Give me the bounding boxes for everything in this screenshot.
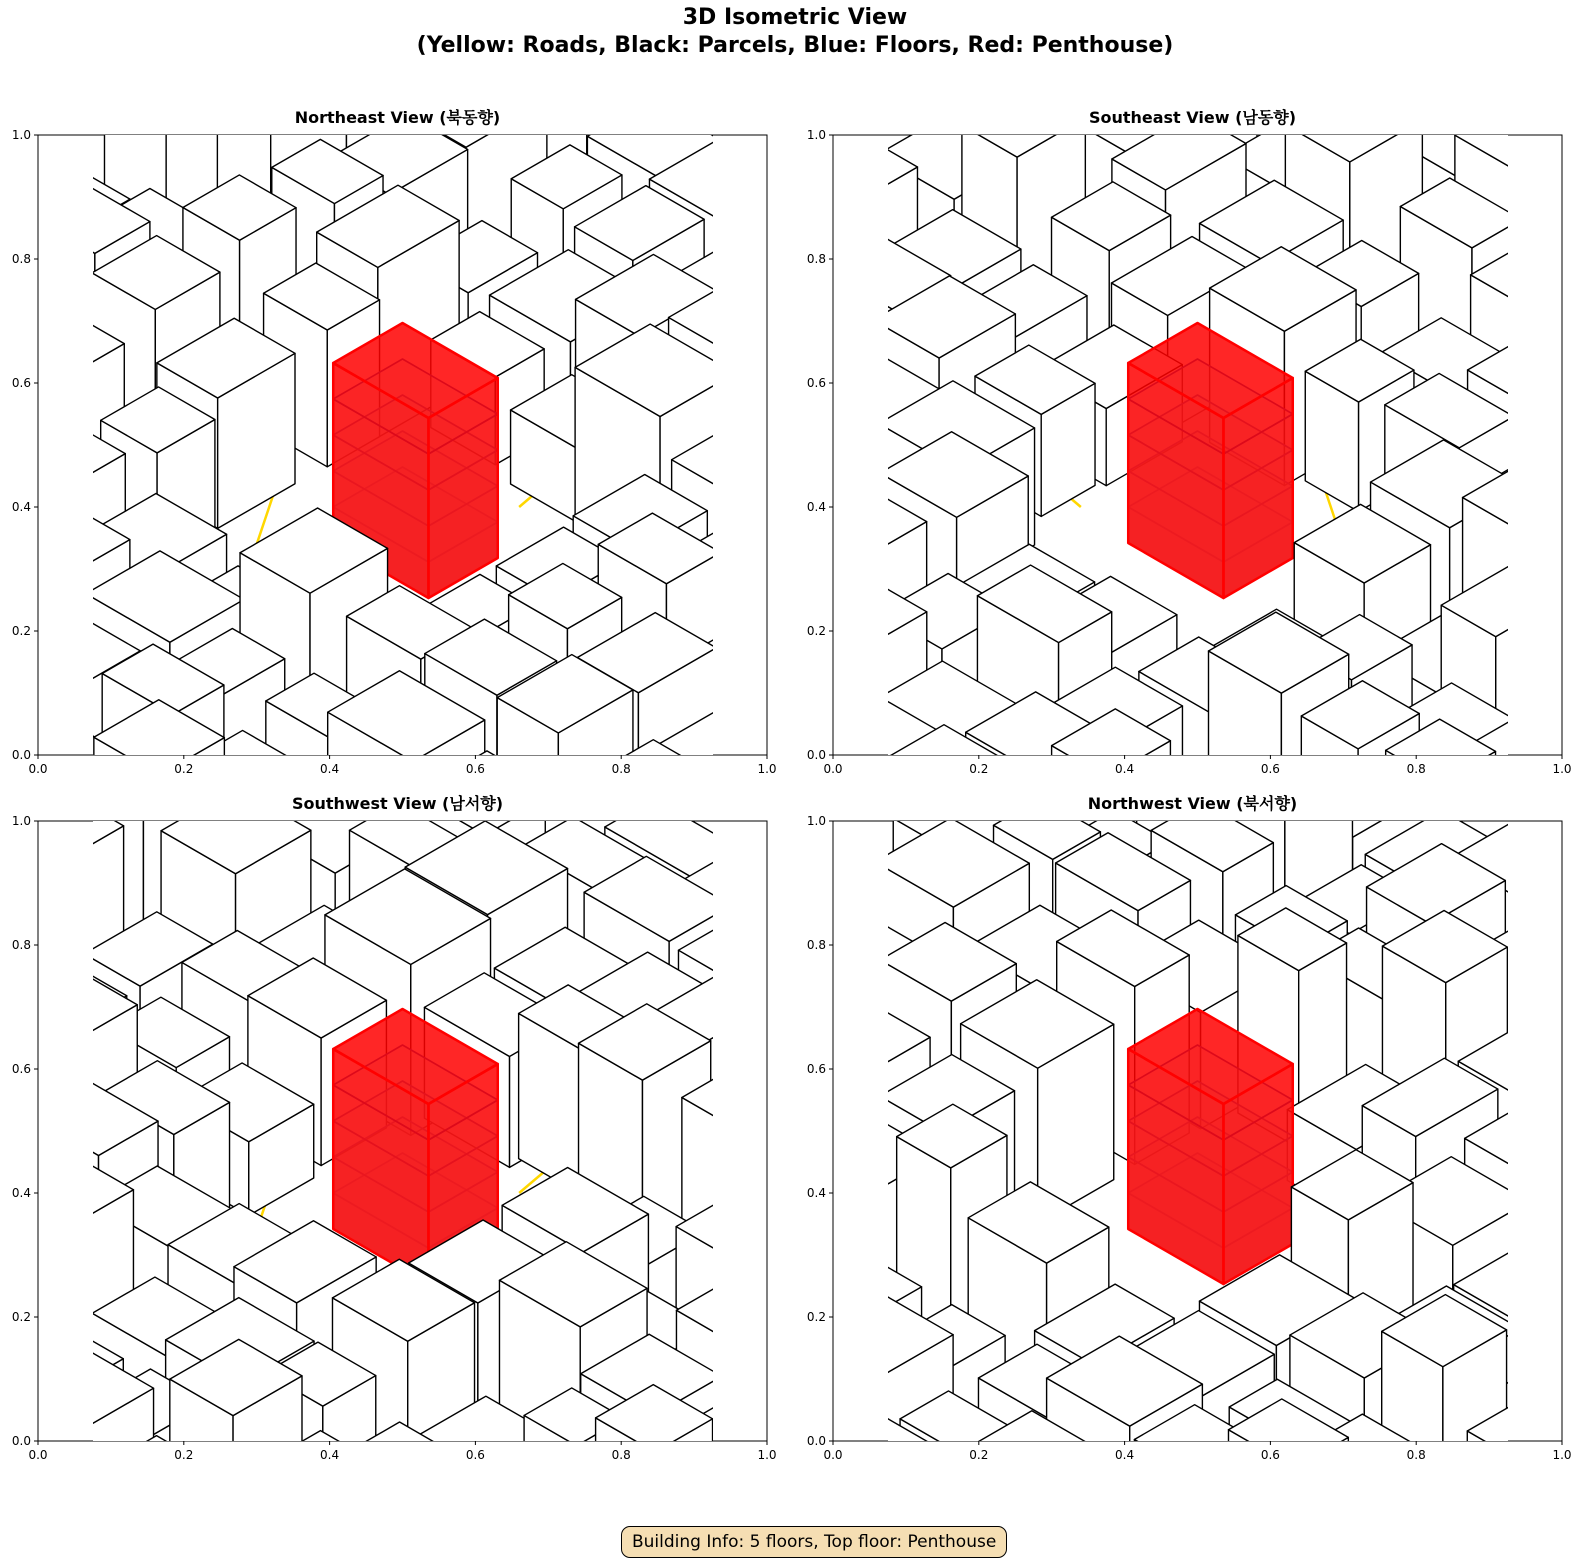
parcel-building	[1141, 1455, 1253, 1560]
parcel-building	[186, 1519, 319, 1560]
parcel-building	[1134, 1537, 1275, 1560]
panel-title: Northwest View (북서향)	[1087, 794, 1298, 813]
figure-title-line1: 3D Isometric View	[682, 5, 908, 30]
x-tick-label: 1.0	[757, 1448, 777, 1462]
x-tick-label: 0.2	[969, 1448, 989, 1462]
parcel-building-face	[1119, 1508, 1171, 1560]
y-tick-label: 0.0	[11, 1434, 31, 1448]
parcel-building	[581, 1334, 722, 1552]
x-tick-label: 0.6	[1260, 1448, 1280, 1462]
x-tick-label: 0.0	[823, 762, 843, 776]
parcel-building-face	[1055, 1501, 1119, 1560]
parcel-building-face	[434, 1485, 570, 1560]
parcel-building-face	[0, 361, 7, 574]
parcel-building-face	[335, 1459, 389, 1560]
y-tick-label: 0.4	[11, 500, 31, 514]
y-tick-label: 0.8	[11, 252, 31, 266]
y-tick-label: 0.4	[806, 500, 826, 514]
y-tick-label: 0.8	[806, 938, 826, 952]
x-tick-label: 0.8	[611, 1448, 631, 1462]
parcel-building	[329, 1491, 483, 1560]
parcel-building-face	[975, 72, 1096, 142]
parcel-building-face	[1467, 1431, 1541, 1560]
y-tick-label: 1.0	[806, 814, 826, 828]
parcel-building	[1212, 1496, 1350, 1560]
x-tick-label: 0.8	[1406, 762, 1426, 776]
panel-southwest	[0, 794, 795, 1474]
parcel-building-face	[80, 1436, 235, 1526]
x-tick-label: 0.6	[465, 1448, 485, 1462]
y-tick-label: 0.6	[806, 1062, 826, 1076]
y-tick-label: 0.0	[806, 748, 826, 762]
parcel-building-face	[337, 1544, 470, 1560]
parcel-building-face	[1287, 58, 1429, 140]
x-tick-label: 0.0	[823, 1448, 843, 1462]
parcel-building-face	[1294, 1454, 1377, 1560]
parcel-building-face	[1200, 1489, 1253, 1560]
parcel-building-face	[80, 1480, 159, 1560]
parcel-building-face	[1208, 1447, 1268, 1560]
y-tick-label: 0.8	[806, 252, 826, 266]
penthouse-floor	[1128, 1009, 1293, 1284]
panel-title: Northeast View (북동향)	[294, 108, 501, 127]
y-tick-label: 0.0	[806, 1434, 826, 1448]
building-info-box: Building Info: 5 floors, Top floor: Penthouse	[621, 1526, 1007, 1558]
x-tick-label: 1.0	[1552, 762, 1572, 776]
y-tick-label: 0.6	[11, 376, 31, 390]
parcel-building-face	[245, 1474, 304, 1560]
parcel-building-face	[1212, 1538, 1277, 1560]
parcel-building-face	[1562, 195, 1590, 267]
parcel-building-face	[329, 1491, 483, 1560]
x-tick-label: 0.8	[1406, 1448, 1426, 1462]
panel-northwest	[795, 794, 1590, 1474]
parcel-building-face	[969, 1431, 1017, 1538]
parcel-building	[335, 1422, 454, 1560]
x-tick-label: 0.4	[1115, 762, 1135, 776]
parcel-building-face	[510, 1529, 569, 1560]
parcel-building-face	[0, 1189, 24, 1354]
parcel-building-face	[512, 1494, 589, 1560]
parcel-building-face	[434, 1519, 511, 1560]
y-tick-label: 1.0	[11, 128, 31, 142]
y-tick-label: 0.6	[11, 1062, 31, 1076]
x-tick-label: 1.0	[1552, 1448, 1572, 1462]
parcel-building-face	[1048, 1546, 1194, 1560]
isometric-plot	[0, 128, 795, 788]
y-tick-label: 0.4	[806, 1186, 826, 1200]
parcel-building-face	[305, 1465, 380, 1560]
panel-title: Southeast View (남동향)	[1088, 108, 1297, 127]
x-tick-label: 0.4	[320, 762, 340, 776]
parcel-building-face	[390, 1453, 454, 1560]
x-tick-label: 0.0	[28, 762, 48, 776]
y-tick-label: 0.2	[11, 1310, 31, 1324]
x-tick-label: 0.2	[969, 762, 989, 776]
parcel-building	[1299, 1475, 1421, 1560]
parcel-building-face	[1140, 71, 1257, 139]
parcel-building	[1378, 1474, 1502, 1560]
parcel-building	[1048, 1546, 1194, 1560]
parcel-building-face	[1359, 1509, 1422, 1560]
parcel-building-face	[1378, 1510, 1441, 1560]
parcel-building-face	[186, 1546, 271, 1560]
figure-title-line2: (Yellow: Roads, Black: Parcels, Blue: Floors, Red: Penthouse)	[416, 33, 1174, 58]
parcel-building-face	[1038, 1531, 1118, 1560]
parcel-building-face	[159, 1481, 235, 1560]
y-tick-label: 0.2	[11, 624, 31, 638]
x-tick-label: 1.0	[757, 762, 777, 776]
parcel-building-face	[1277, 1533, 1350, 1560]
y-tick-label: 1.0	[806, 128, 826, 142]
x-tick-label: 0.8	[611, 762, 631, 776]
x-tick-label: 0.2	[174, 762, 194, 776]
parcel-building-face	[1141, 1455, 1253, 1520]
parcel-building-face	[484, 1439, 559, 1557]
panel-northeast	[0, 108, 795, 788]
panel-southeast	[795, 108, 1590, 788]
parcel-building-face	[1378, 1474, 1502, 1546]
penthouse-floor	[1128, 323, 1293, 598]
parcel-building	[434, 1485, 570, 1560]
parcel-building	[337, 1544, 470, 1560]
x-tick-label: 0.6	[1260, 762, 1280, 776]
parcel-building	[80, 1436, 235, 1560]
parcel-building-face	[412, 1539, 484, 1560]
parcel-building-face	[1134, 1439, 1208, 1560]
y-tick-label: 0.2	[806, 624, 826, 638]
x-tick-label: 0.4	[320, 1448, 340, 1462]
y-tick-label: 0.8	[11, 938, 31, 952]
x-tick-label: 0.6	[465, 762, 485, 776]
isometric-plot	[0, 814, 795, 1474]
parcel-building-face	[1026, 1447, 1094, 1560]
isometric-plot	[795, 128, 1590, 788]
parcel-building-face	[1562, 223, 1590, 376]
y-tick-label: 0.6	[806, 376, 826, 390]
parcel-building	[1055, 1471, 1171, 1560]
panel-title: Southwest View (남서향)	[291, 794, 504, 813]
parcel-building-face	[329, 1533, 411, 1560]
parcel-building-face	[1295, 1437, 1348, 1560]
parcel-building-face	[1441, 1510, 1502, 1560]
parcel-building-face	[1055, 1471, 1171, 1538]
isometric-plot	[795, 814, 1590, 1474]
y-tick-label: 0.4	[11, 1186, 31, 1200]
y-tick-label: 1.0	[11, 814, 31, 828]
parcel-building	[1382, 1295, 1507, 1543]
parcel-building-face	[245, 1431, 380, 1509]
parcel-building-face	[1212, 1496, 1350, 1560]
parcel-building-face	[1134, 1537, 1275, 1560]
parcel-building-face	[186, 1519, 319, 1560]
x-tick-label: 0.4	[1115, 1448, 1135, 1462]
x-tick-label: 0.2	[174, 1448, 194, 1462]
figure-title	[0, 4, 1590, 60]
parcel-building-face	[1299, 1475, 1421, 1546]
y-tick-label: 0.0	[11, 748, 31, 762]
x-tick-label: 0.0	[28, 1448, 48, 1462]
parcel-building-face	[1376, 1462, 1445, 1560]
parcel-building-face	[1141, 1485, 1200, 1560]
parcel-building-face	[1299, 1512, 1358, 1560]
parcel-building	[245, 1431, 380, 1560]
parcel-building	[1562, 195, 1590, 377]
y-tick-label: 0.2	[806, 1310, 826, 1324]
